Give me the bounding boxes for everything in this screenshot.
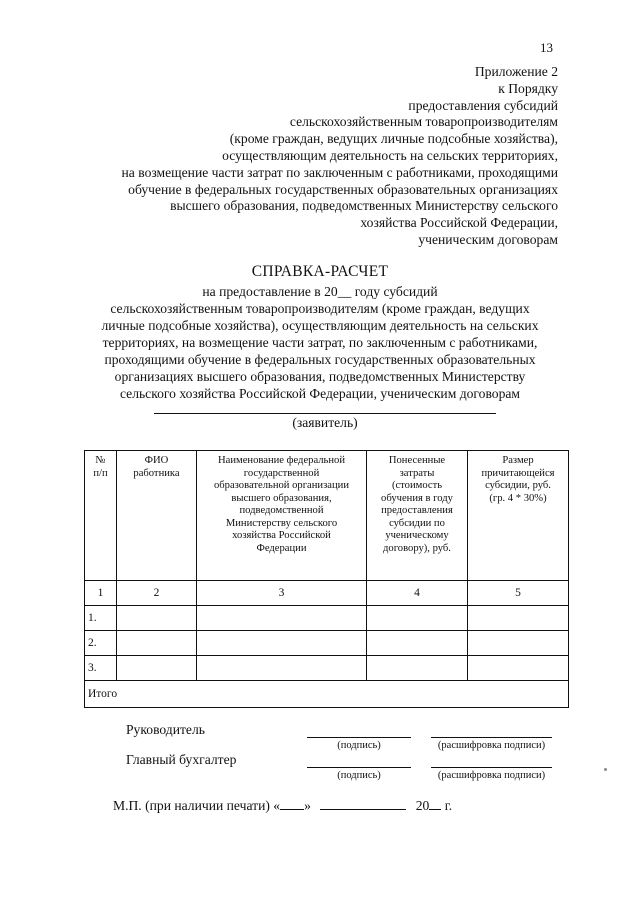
stamp-mid: » [304,798,311,813]
table-cell[interactable] [367,631,468,656]
header-text: ученическому [385,530,449,541]
header-text: (гр. 4 * 30%) [489,492,547,504]
header-text: субсидии, руб. [485,480,551,491]
table-cell[interactable] [468,606,569,631]
subtitle-line: сельского хозяйства Российской Федерации, ученическим договорам [119,386,521,401]
appendix-line: на возмещение части затрат по заключенным с работниками, проходящими [121,164,558,180]
header-text: субсидии по [389,517,445,529]
appendix-line: обучение в федеральных государственных образовательных организациях [128,181,558,197]
header-text: № [95,455,106,466]
head-signature-line[interactable] [307,737,411,738]
column-number: 4 [367,581,468,606]
accountant-decoding-line[interactable] [431,767,552,768]
head-decoding-caption: (расшифровка подписи) [437,740,546,751]
head-label: Руководитель [126,722,205,737]
head-signature-caption: (подпись) [337,740,381,751]
table-cell[interactable] [367,656,468,681]
subtitle-line: проходящими обучение в федеральных государственных образовательных [104,352,536,367]
row-number: 2. [85,631,117,656]
subtitle-line: на предоставление в 20__ году субсидий [202,284,438,299]
applicant-label: (заявитель) [292,415,358,430]
total-label: Итого [85,681,569,708]
table-cell[interactable] [117,656,197,681]
header-text: высшего образования, [231,492,332,504]
table-cell[interactable] [117,631,197,656]
header-cell-subsidy [468,451,569,581]
stamp-date-line [113,797,452,814]
appendix-line: сельскохозяйственным товаропроизводителям [289,114,558,130]
header-cell-costs [367,451,468,581]
header-text: Понесенные [388,455,446,466]
head-decoding-line[interactable] [431,737,552,738]
header-text: обучения в году [381,492,453,504]
accountant-decoding-caption: (расшифровка подписи) [437,770,546,781]
appendix-line: осуществляющим деятельность на сельских территориях, [222,147,558,163]
column-number: 5 [468,581,569,606]
column-number-row [85,581,569,606]
header-text: затраты [399,467,435,479]
table-row [85,606,569,631]
scan-mark [604,768,607,771]
header-cell-name [117,451,197,581]
appendix-line: высшего образования, подведомственных Министерству сельского [170,198,558,214]
table-cell[interactable] [197,656,367,681]
table-header-row [85,451,569,581]
header-text: п/п [93,467,108,479]
accountant-signature-caption: (подпись) [337,770,381,781]
table-cell[interactable] [367,606,468,631]
appendix-line: (кроме граждан, ведущих личные подсобные хозяйства), [229,131,558,147]
header-text: Министерству сельского [225,517,338,529]
header-text: причитающейся [481,467,555,479]
header-cell-number [85,451,117,581]
page-number: 13 [540,40,553,55]
header-text: договору), руб. [383,542,451,554]
header-text: Размер [502,455,534,466]
appendix-line: хозяйства Российской Федерации, [360,215,558,231]
row-number: 1. [85,606,117,631]
header-text: государственной [243,467,320,479]
year-field[interactable] [429,797,441,810]
applicant-field-line[interactable] [154,413,496,414]
header-text: образовательной организации [213,480,349,491]
subtitle-line: сельскохозяйственным товаропроизводителям (кроме граждан, ведущих [110,301,530,316]
table-row [85,631,569,656]
appendix-line: к Порядку [498,80,558,96]
day-field[interactable] [280,797,304,810]
header-cell-organization [197,451,367,581]
table-row [85,656,569,681]
header-text: подведомственной [239,505,324,516]
table-cell[interactable] [117,606,197,631]
column-number: 2 [117,581,197,606]
row-number: 3. [85,656,117,681]
subtitle-line: территориях, на возмещение части затрат, по заключенным с работниками, [102,335,538,350]
table-cell[interactable] [468,631,569,656]
subtitle-line: личные подсобные хозяйства), осуществляющим деятельность на сельских [101,318,539,333]
appendix-line: ученическим договорам [418,231,558,247]
header-text: хозяйства Российской [232,530,331,541]
appendix-line: Приложение 2 [474,64,558,79]
appendix-header [38,64,558,249]
total-row [85,681,569,708]
document-subtitle [60,283,580,402]
month-field[interactable] [320,797,406,810]
column-number: 3 [197,581,367,606]
accountant-label: Главный бухгалтер [126,752,237,767]
header-text: (стоимость [391,480,443,491]
stamp-prefix: М.П. (при наличии печати) « [113,798,281,813]
stamp-suffix: г. [444,798,453,813]
header-text: Наименование федеральной [217,455,345,466]
header-text: Федерации [256,542,307,554]
year-prefix: 20 [415,798,430,813]
header-text: ФИО [144,455,169,466]
table-cell[interactable] [468,656,569,681]
accountant-signature-line[interactable] [307,767,411,768]
table-cell[interactable] [197,631,367,656]
header-text: работника [133,467,180,479]
calculation-table [84,450,569,708]
column-number: 1 [85,581,117,606]
appendix-line: предоставления субсидий [408,97,558,113]
document-title: СПРАВКА-РАСЧЕТ [251,263,389,280]
header-text: предоставления [381,505,453,516]
table-cell[interactable] [197,606,367,631]
subtitle-line: организациях высшего образования, подведомственных Министерству [114,369,526,384]
